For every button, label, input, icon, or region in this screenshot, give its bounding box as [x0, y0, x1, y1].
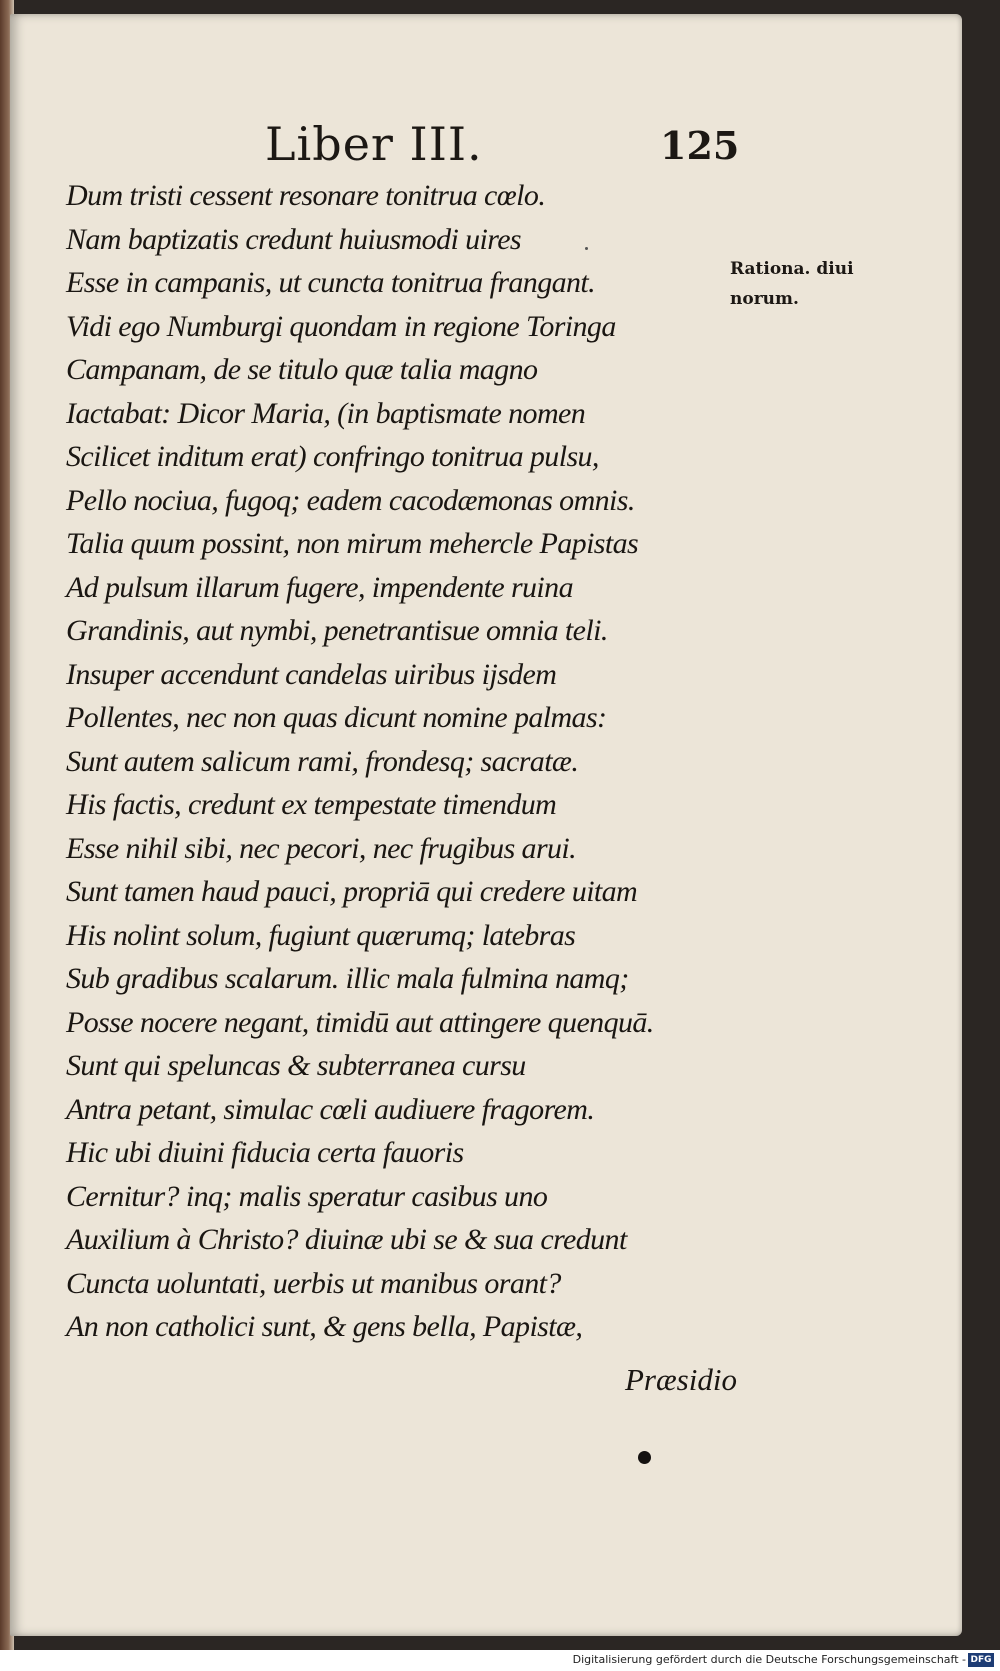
poem-line: Sub gradibus scalarum. illic mala fulmina namq; — [66, 962, 629, 995]
poem-line: Grandinis, aut nymbi, penetrantisue omnia teli. — [66, 614, 608, 647]
page-number: 125 — [660, 123, 740, 168]
poem-line: Sunt qui speluncas & subterranea cursu — [66, 1049, 526, 1082]
poem-line: Sunt autem salicum rami, frondesq; sacratæ. — [66, 744, 579, 778]
poem-line: Talia quum possint, non mirum mehercle Papistas — [66, 527, 639, 560]
poem-line: Auxilium à Christo? diuinæ ubi se & sua credunt — [66, 1223, 627, 1256]
poem-line: Pello nociua, fugoq; eadem cacodæmonas omnis. — [66, 483, 635, 517]
poem-line: Esse nihil sibi, nec pecori, nec frugibus arui. — [66, 831, 577, 865]
poem-line: Ad pulsum illarum fugere, impendente ruina — [66, 570, 573, 604]
poem-line: An non catholici sunt, & gens bella, Papistæ, — [66, 1310, 583, 1343]
poem-line: Antra petant, simulac cœli audiuere fragorem. — [66, 1092, 595, 1126]
poem-line: Sunt tamen haud pauci, propriā qui credere uitam — [66, 875, 638, 908]
poem-line: Cuncta uoluntati, uerbis ut manibus orant? — [66, 1266, 561, 1300]
book-page — [10, 14, 962, 1636]
marginal-note — [730, 254, 880, 314]
poem-line: Posse nocere negant, timidū aut attingere quenquā. — [66, 1005, 654, 1039]
page-header — [10, 109, 962, 169]
poem-line: Nam baptizatis credunt huiusmodi uires — [66, 222, 521, 256]
poem-line: His factis, credunt ex tempestate timendum — [66, 788, 557, 821]
poem-line: Insuper accendunt candelas uiribus ijsdem — [66, 657, 557, 691]
poem-line: Iactabat: Dicor Maria, (in baptismate nomen — [66, 396, 586, 430]
poem-line: Pollentes, nec non quas dicunt nomine palmas: — [66, 701, 607, 734]
digitization-footer — [0, 1650, 1000, 1671]
poem-line: His nolint solum, fugiunt quærumq; latebras — [66, 918, 576, 952]
poem-line: Vidi ego Numburgi quondam in regione Toringa — [66, 309, 616, 343]
dfg-logo: DFG — [968, 1653, 994, 1667]
marginal-note-line: Rationa. diui — [730, 259, 854, 279]
running-title: Liber III. — [265, 117, 483, 171]
poem-line: Dum tristi cessent resonare tonitrua cœlo. — [66, 179, 546, 212]
funding-credit: Digitalisierung gefördert durch die Deutsche Forschungsgemeinschaft - — [572, 1653, 966, 1666]
ink-dot — [638, 1451, 651, 1464]
poem-line: Cernitur? inq; malis speratur casibus uno — [66, 1179, 548, 1213]
poem-line: Campanam, de se titulo quæ talia magno — [66, 353, 538, 386]
poem-line: Scilicet inditum erat) confringo tonitrua pulsu, — [66, 440, 599, 473]
catchword: Præsidio — [625, 1362, 737, 1397]
poem-line: Esse in campanis, ut cuncta tonitrua frangant. — [66, 266, 596, 299]
marginal-note-line: norum. — [730, 289, 799, 309]
poem-text — [66, 174, 706, 1349]
poem-line: Hic ubi diuini fiducia certa fauoris — [66, 1136, 464, 1169]
